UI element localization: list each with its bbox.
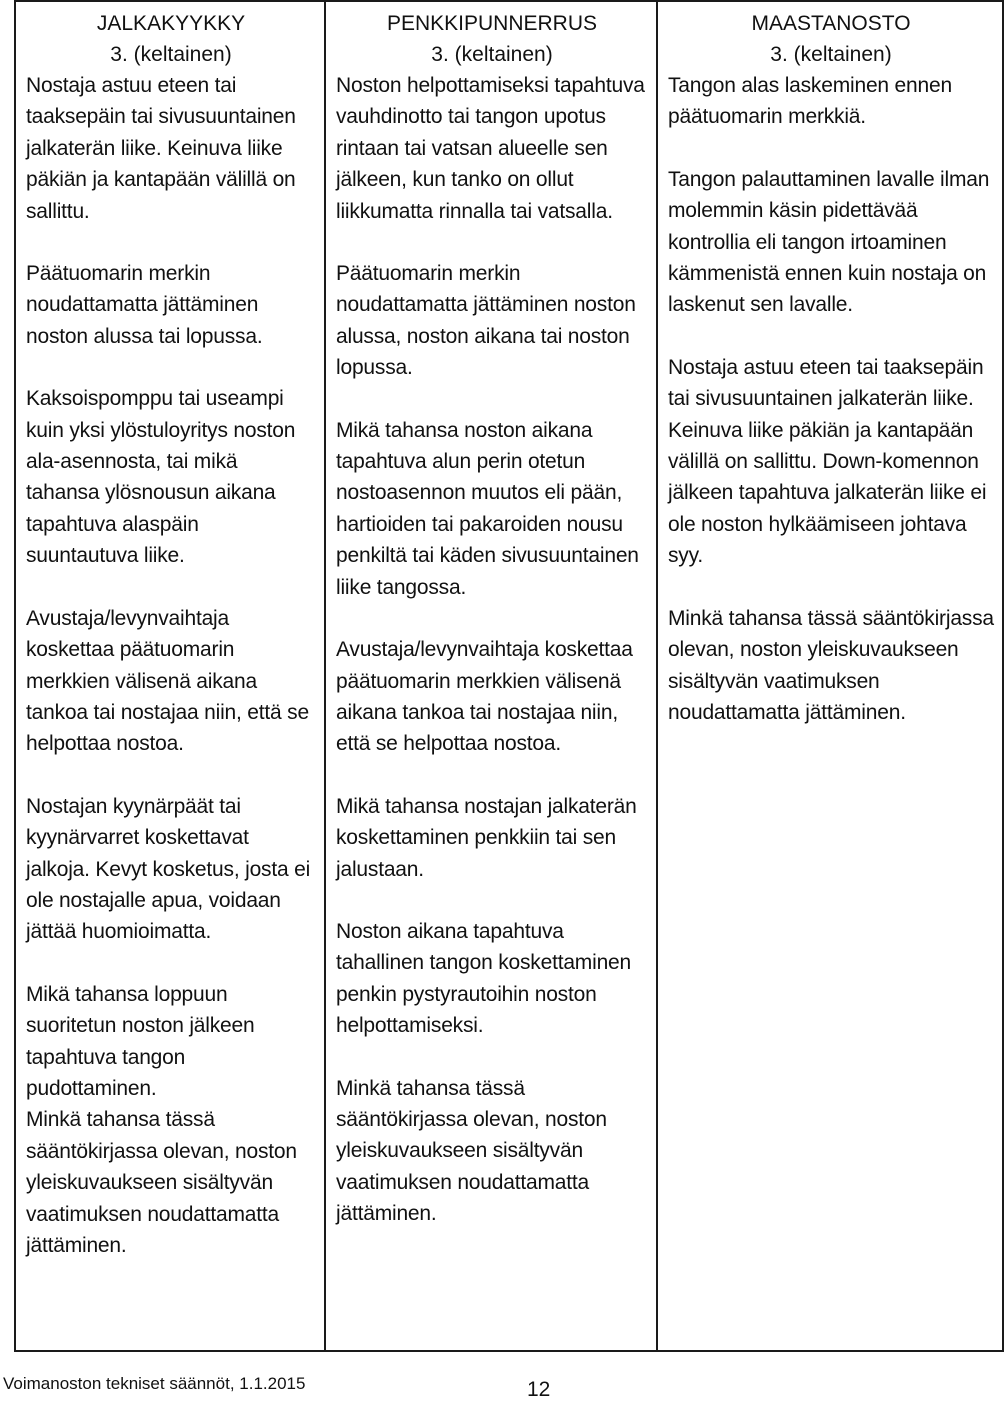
rule-paragraph: Minkä tahansa tässä sääntökirjassa olevan, noston yleiskuvaukseen sisältyvän vaatimuksen noudattamatta jättäminen. [26, 1108, 297, 1257]
column-bench-press [325, 1, 657, 1351]
footer-page-number: 12 [527, 1378, 551, 1401]
rule-paragraph: Minkä tahansa tässä sääntökirjassa olevan, noston yleiskuvaukseen sisältyvän vaatimuksen noudattamatta jättäminen. [668, 606, 994, 724]
rule-paragraph: Nostajan kyynärpäät tai kyynärvarret koskettavat jalkoja. Kevyt kosketus, josta ei ole nostajalle apua, voidaan jättää huomioimatta. [26, 794, 311, 944]
rule-paragraph: Tangon alas laskeminen ennen päätuomarin merkkiä. [668, 74, 952, 129]
column-title: MAASTANOSTO [751, 12, 911, 35]
column-title: JALKAKYYKKY [96, 12, 246, 35]
rule-paragraph: Avustaja/levynvaihtaja koskettaa päätuomarin merkkien välisenä aikana tankoa tai nostajaa niin, että se helpottaa nostoa. [336, 638, 633, 756]
rules-table [14, 0, 1004, 1352]
column-squat [15, 1, 325, 1351]
rule-paragraph: Mikä tahansa loppuun suoritetun noston jälkeen tapahtuva tangon pudottaminen. [26, 982, 255, 1100]
column-subtitle: 3. (keltainen) [431, 43, 553, 66]
column-subtitle: 3. (keltainen) [770, 43, 892, 66]
column-deadlift [657, 1, 1003, 1351]
rule-paragraph: Mikä tahansa noston aikana tapahtuva alun perin otetun nostoasennon muutos eli pään, hartioiden tai pakaroiden nousu penkiltä tai käden sivusuuntainen liike tangossa. [336, 418, 639, 599]
column-subtitle: 3. (keltainen) [110, 43, 232, 66]
rule-paragraph: Mikä tahansa nostajan jalkaterän koskettaminen penkkiin tai sen jalustaan. [336, 794, 637, 881]
rule-paragraph: Kaksoispomppu tai useampi kuin yksi ylöstuloyritys noston ala-asennosta, tai mikä tahansa ylösnousun aikana tapahtuva alaspäin suuntautuva liike. [26, 387, 296, 568]
rule-paragraph: Nostaja astuu eteen tai taaksepäin tai sivusuuntainen jalkaterän liike. Keinuva liike päkiän ja kantapään välillä on sallittu. Down-komennon jälkeen tapahtuva jalkaterän liike ei ole noston hylkäämiseen johtava syy. [668, 355, 987, 568]
rule-paragraph: Päätuomarin merkin noudattamatta jättäminen noston alussa, noston aikana tai noston lopussa. [336, 262, 636, 380]
rule-paragraph: Nostaja astuu eteen tai taaksepäin tai sivusuuntainen jalkaterän liike. Keinuva liike päkiän ja kantapään välillä on sallittu. [26, 74, 296, 223]
column-title: PENKKIPUNNERRUS [386, 12, 598, 35]
rule-paragraph: Noston aikana tapahtuva tahallinen tangon koskettaminen penkin pystyrautoihin noston helpottamiseksi. [336, 919, 632, 1038]
rule-paragraph: Avustaja/levynvaihtaja koskettaa päätuomarin merkkien välisenä aikana tankoa tai nostajaa niin, että se helpottaa nostoa. [26, 606, 309, 756]
footer-document-title: Voimanoston tekniset säännöt, 1.1.2015 [3, 1374, 306, 1393]
rule-paragraph: Noston helpottamiseksi tapahtuva vauhdinotto tai tangon upotus rintaan tai vatsan alueelle sen jälkeen, kun tanko on ollut liikkumatta rinnalla tai vatsalla. [336, 74, 645, 223]
rule-paragraph: Minkä tahansa tässä sääntökirjassa olevan, noston yleiskuvaukseen sisältyvän vaatimuksen noudattamatta jättäminen. [336, 1076, 607, 1226]
rule-paragraph: Päätuomarin merkin noudattamatta jättäminen noston alussa tai lopussa. [26, 262, 263, 348]
rule-paragraph: Tangon palauttaminen lavalle ilman molemmin käsin pidettävää kontrollia eli tangon irtoaminen kämmenistä ennen kuin nostaja on laskenut sen lavalle. [668, 167, 990, 317]
